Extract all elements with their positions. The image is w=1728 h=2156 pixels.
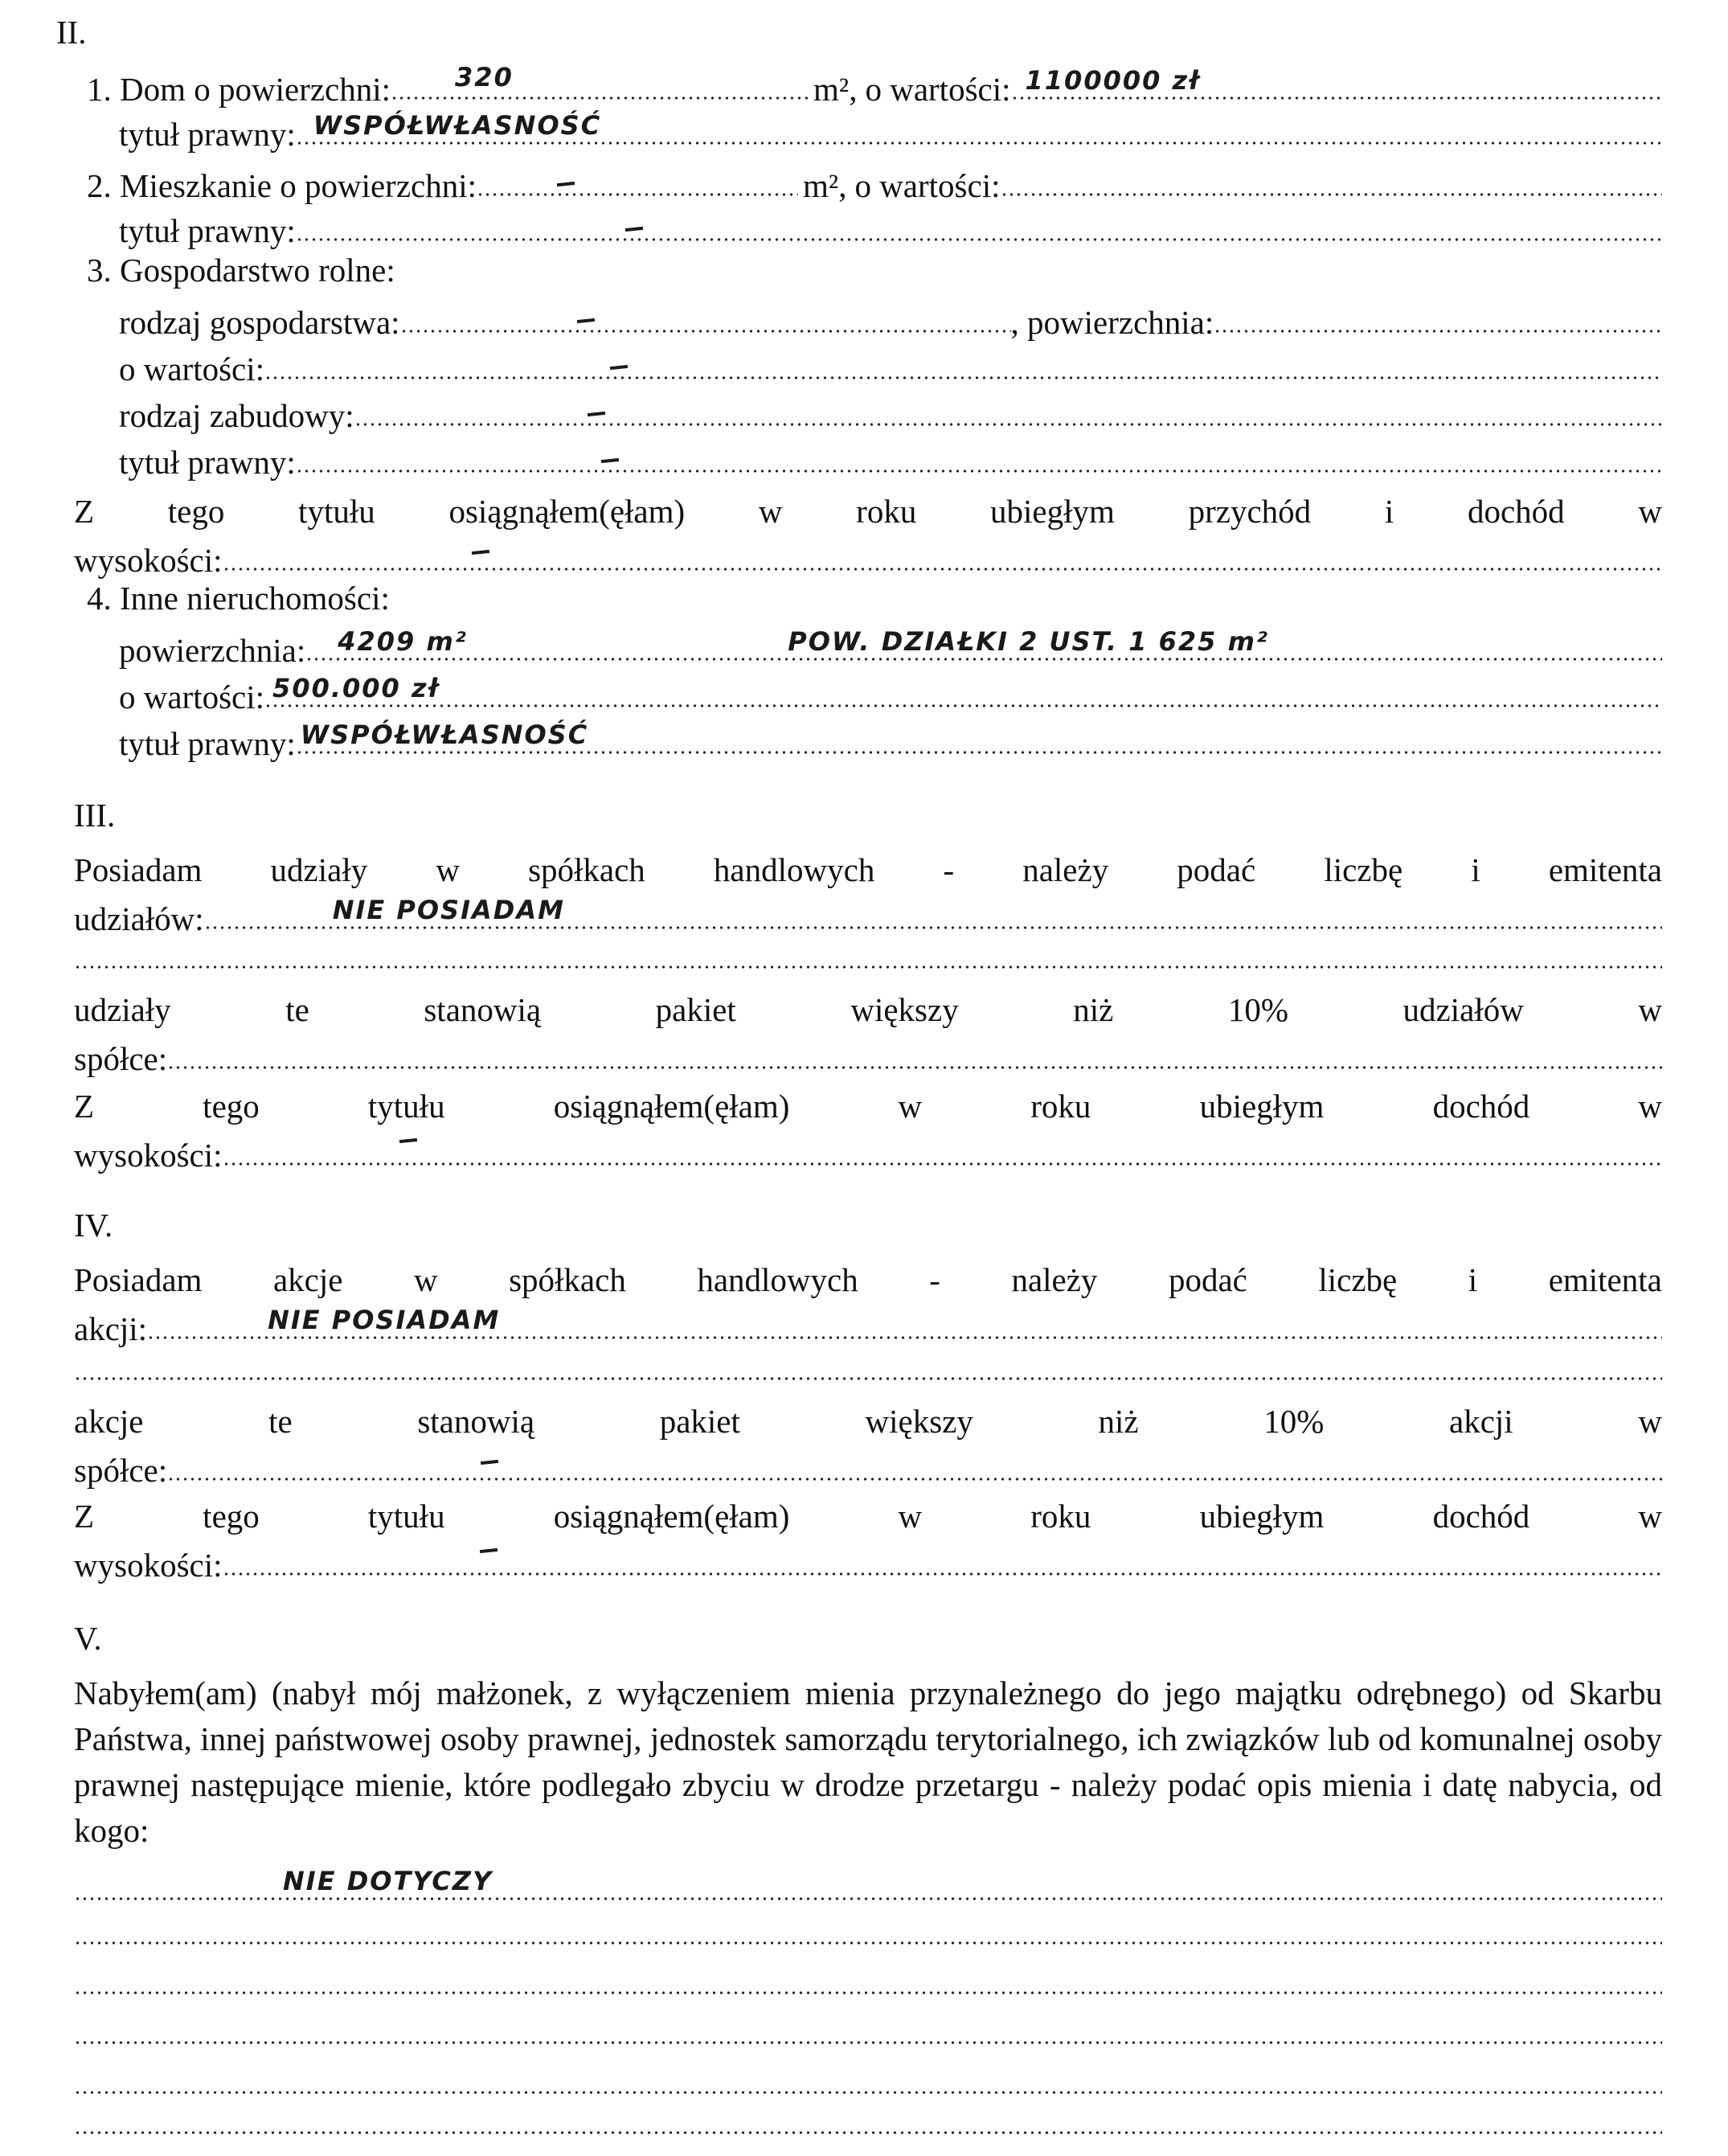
stocks-income-label: wysokości:	[74, 1547, 223, 1584]
shares-word: w	[436, 851, 460, 888]
shares-word: emitenta	[1548, 851, 1662, 888]
house-value: 1100000 zł	[1025, 65, 1201, 96]
income-word: w	[1638, 493, 1662, 530]
income-word: ubiegłym	[1199, 1088, 1325, 1125]
stocks-word: w	[413, 1261, 438, 1298]
stocks-word: należy	[1011, 1261, 1098, 1298]
other-value-row	[119, 672, 1662, 715]
empty-dash	[610, 365, 628, 370]
other-area-row	[119, 625, 1662, 669]
flat-row	[87, 161, 1662, 204]
flat-title-label: tytuł prawny:	[119, 212, 296, 250]
income-word: dochód	[1467, 493, 1565, 530]
stake-word: większy	[865, 1403, 973, 1440]
stake-word: te	[268, 1403, 293, 1440]
dotted-line	[74, 2040, 1662, 2048]
dotted-line	[74, 965, 1662, 973]
stocks-income-sentence	[74, 1497, 1662, 1540]
stocks-label: akcji:	[74, 1310, 148, 1348]
income-word: przychód	[1188, 493, 1312, 530]
flat-unit: m²,	[803, 167, 847, 205]
section-v-answer-field	[74, 1865, 1662, 1901]
stake-word: udziały	[74, 991, 171, 1028]
shares-word: podać	[1177, 851, 1256, 888]
house-title-field	[296, 109, 1662, 146]
stake-word: większy	[850, 991, 959, 1028]
house-title-value: WSPÓŁWŁASNOŚĆ	[313, 110, 602, 141]
stake-word: akcji	[1449, 1403, 1513, 1440]
house-title-label: tytuł prawny:	[119, 116, 296, 154]
farm-value-row	[119, 344, 1662, 387]
farm-income-sentence	[74, 492, 1662, 535]
empty-dash	[479, 1548, 497, 1553]
shares-word: i	[1471, 851, 1480, 888]
shares-stake-field	[167, 1034, 1662, 1070]
stocks-word: podać	[1168, 1261, 1247, 1298]
other-title-field	[296, 719, 1662, 755]
dotted-line	[74, 1941, 1662, 1949]
shares-word: handlowych	[713, 851, 875, 888]
other-area-value: 4209 m²	[338, 626, 468, 658]
farm-area-label: , powierzchnia:	[1010, 304, 1214, 342]
shares-income-field	[223, 1130, 1663, 1166]
stocks-word: Posiadam	[74, 1261, 203, 1298]
shares-word: Posiadam	[74, 851, 203, 888]
other-area-label: powierzchnia:	[119, 632, 306, 670]
stocks-word: akcje	[272, 1261, 343, 1298]
section-v-answer-row	[74, 1865, 1662, 1908]
stocks-income-row	[74, 1540, 1662, 1584]
empty-dash	[601, 458, 619, 463]
income-word: ubiegłym	[990, 493, 1115, 530]
other-area-field	[305, 625, 1662, 662]
farm-build-field	[354, 391, 1662, 427]
flat-label: 2. Mieszkanie o powierzchni:	[87, 167, 477, 205]
stocks-stake-sentence	[74, 1402, 1662, 1445]
income-word: i	[1384, 493, 1394, 530]
flat-value-label: o wartości:	[854, 167, 1001, 205]
farm-title-label: tytuł prawny:	[119, 444, 296, 482]
empty-dash	[471, 550, 489, 555]
stocks-stake-label: spółce:	[74, 1452, 168, 1490]
section-v-heading: V.	[74, 1620, 102, 1657]
other-title-label: tytuł prawny:	[119, 725, 296, 763]
income-word: osiągnąłem(ęłam)	[553, 1498, 790, 1535]
income-word: tytułu	[298, 493, 375, 530]
income-word: Z	[74, 1498, 95, 1535]
stake-word: pakiet	[655, 991, 736, 1028]
income-word: tytułu	[367, 1088, 445, 1125]
shares-word: należy	[1022, 851, 1109, 888]
income-word: w	[1638, 1088, 1662, 1125]
stake-word: w	[1638, 991, 1662, 1028]
house-label: 1. Dom o powierzchni:	[87, 71, 391, 109]
shares-stake-sentence	[74, 990, 1662, 1034]
farm-value-label: o wartości:	[119, 350, 265, 388]
empty-dash	[587, 412, 604, 416]
income-word: w	[898, 1498, 923, 1535]
dotted-line	[74, 2090, 1662, 2098]
income-word: osiągnąłem(ęłam)	[448, 493, 686, 530]
other-property-row	[87, 579, 1662, 622]
other-title-value: WSPÓŁWŁASNOŚĆ	[300, 719, 589, 751]
farm-value-field	[264, 344, 1662, 380]
stocks-word: i	[1468, 1261, 1478, 1298]
income-word: w	[898, 1088, 923, 1125]
empty-dash	[399, 1138, 416, 1143]
stake-word: te	[285, 991, 309, 1028]
dotted-line	[74, 1376, 1662, 1384]
income-word: roku	[1030, 1498, 1091, 1535]
stake-word: akcje	[74, 1403, 144, 1440]
farm-kind-field	[400, 297, 1011, 334]
house-title-row	[119, 109, 1662, 153]
house-area-value: 320	[455, 62, 514, 93]
income-word: dochód	[1432, 1088, 1530, 1125]
shares-sentence	[74, 851, 1662, 894]
section-ii-heading: II.	[56, 14, 87, 51]
income-word: osiągnąłem(ęłam)	[553, 1088, 790, 1125]
stake-word: stanowią	[424, 991, 542, 1028]
house-value-label: o wartości:	[865, 71, 1011, 109]
income-word: ubiegłym	[1199, 1498, 1325, 1535]
other-value-field	[264, 672, 1662, 708]
shares-word: liczbę	[1324, 851, 1403, 888]
stake-word: 10%	[1263, 1403, 1325, 1440]
shares-word: -	[943, 851, 955, 888]
flat-area-field	[477, 161, 798, 197]
stake-word: stanowią	[417, 1403, 535, 1440]
stake-word: pakiet	[659, 1403, 740, 1440]
stake-word: niż	[1098, 1403, 1139, 1440]
empty-dash	[576, 318, 594, 323]
income-word: tego	[203, 1498, 260, 1535]
stake-word: 10%	[1227, 991, 1289, 1028]
house-row	[87, 64, 1662, 108]
stocks-word: handlowych	[697, 1261, 858, 1298]
income-word: tego	[203, 1088, 260, 1125]
income-word: w	[758, 493, 783, 530]
dotted-line	[74, 2130, 1662, 2138]
other-title-row	[119, 719, 1662, 762]
income-word: Z	[74, 493, 95, 530]
section-v-paragraph: Nabyłem(am) (nabył mój małżonek, z wyłączeniem mienia przynależnego do jego majątku odrębnego) od Skarbu Państwa, innej państwowej osoby prawnej, jednostek samorządu terytorialnego, ich związków lub od komunalnej osoby prawnej następujące mienie, które podlegało zbyciu w drodze przetargu - należy podać opis mienia i datę nabycia, od kogo:	[74, 1674, 1662, 1849]
stocks-row	[74, 1304, 1662, 1347]
farm-title-field	[296, 437, 1662, 473]
dotted-line	[74, 1990, 1662, 1998]
farm-build-label: rodzaj zabudowy:	[119, 397, 354, 435]
stake-word: niż	[1073, 991, 1114, 1028]
stake-word: w	[1638, 1403, 1662, 1440]
shares-value: NIE POSIADAM	[332, 895, 565, 926]
income-word: roku	[1030, 1088, 1091, 1125]
farm-row	[87, 251, 1662, 294]
shares-income-sentence	[74, 1087, 1662, 1130]
shares-label: udziałów:	[74, 900, 204, 938]
farm-build-row	[119, 391, 1662, 434]
farm-label: 3. Gospodarstwo rolne:	[87, 252, 395, 289]
shares-word: udziały	[270, 851, 368, 888]
section-iii-heading: III.	[74, 797, 116, 834]
income-word: Z	[74, 1088, 95, 1125]
other-area-desc: POW. DZIAŁKI 2 UST. 1 625 m²	[788, 626, 1269, 658]
house-value-field	[1011, 64, 1662, 100]
stocks-word: emitenta	[1548, 1261, 1662, 1298]
empty-dash	[481, 1460, 498, 1465]
flat-title-row	[119, 206, 1662, 249]
house-unit: m²,	[813, 71, 858, 109]
stocks-word: spółkach	[509, 1261, 626, 1298]
shares-field	[204, 894, 1662, 930]
stocks-word: liczbę	[1318, 1261, 1398, 1298]
section-iv-heading: IV.	[74, 1207, 113, 1244]
other-value: 500.000 zł	[272, 673, 440, 704]
stocks-field	[147, 1304, 1662, 1340]
flat-title-field	[296, 206, 1662, 242]
stocks-stake-row	[74, 1445, 1662, 1489]
other-value-label: o wartości:	[119, 678, 265, 716]
stocks-value: NIE POSIADAM	[268, 1305, 501, 1336]
stocks-word: -	[929, 1261, 940, 1298]
income-word: tego	[167, 493, 225, 530]
farm-kind-row	[119, 297, 1662, 341]
other-property-label: 4. Inne nieruchomości:	[87, 580, 390, 617]
farm-title-row	[119, 437, 1662, 481]
stocks-sentence	[74, 1260, 1662, 1304]
income-word: dochód	[1432, 1498, 1530, 1535]
farm-kind-label: rodzaj gospodarstwa:	[119, 304, 400, 342]
farm-income-row	[74, 535, 1662, 579]
farm-income-label: wysokości:	[74, 542, 223, 580]
farm-area-field	[1214, 297, 1662, 334]
flat-value-field	[1001, 161, 1663, 197]
income-word: w	[1638, 1498, 1662, 1535]
shares-income-label: wysokości:	[74, 1137, 223, 1174]
empty-dash	[557, 182, 575, 186]
shares-row	[74, 894, 1662, 937]
empty-dash	[625, 227, 643, 232]
income-word: tytułu	[367, 1498, 445, 1535]
shares-stake-label: spółce:	[74, 1040, 168, 1078]
stocks-stake-field	[167, 1445, 1662, 1482]
farm-income-field	[223, 535, 1663, 572]
stocks-income-field	[223, 1540, 1663, 1576]
shares-income-row	[74, 1130, 1662, 1174]
shares-word: spółkach	[528, 851, 645, 888]
section-v-answer: NIE DOTYCZY	[283, 1866, 493, 1897]
income-word: roku	[856, 493, 917, 530]
stake-word: udziałów	[1402, 991, 1524, 1028]
house-area-field	[391, 64, 809, 100]
shares-stake-row	[74, 1034, 1662, 1077]
